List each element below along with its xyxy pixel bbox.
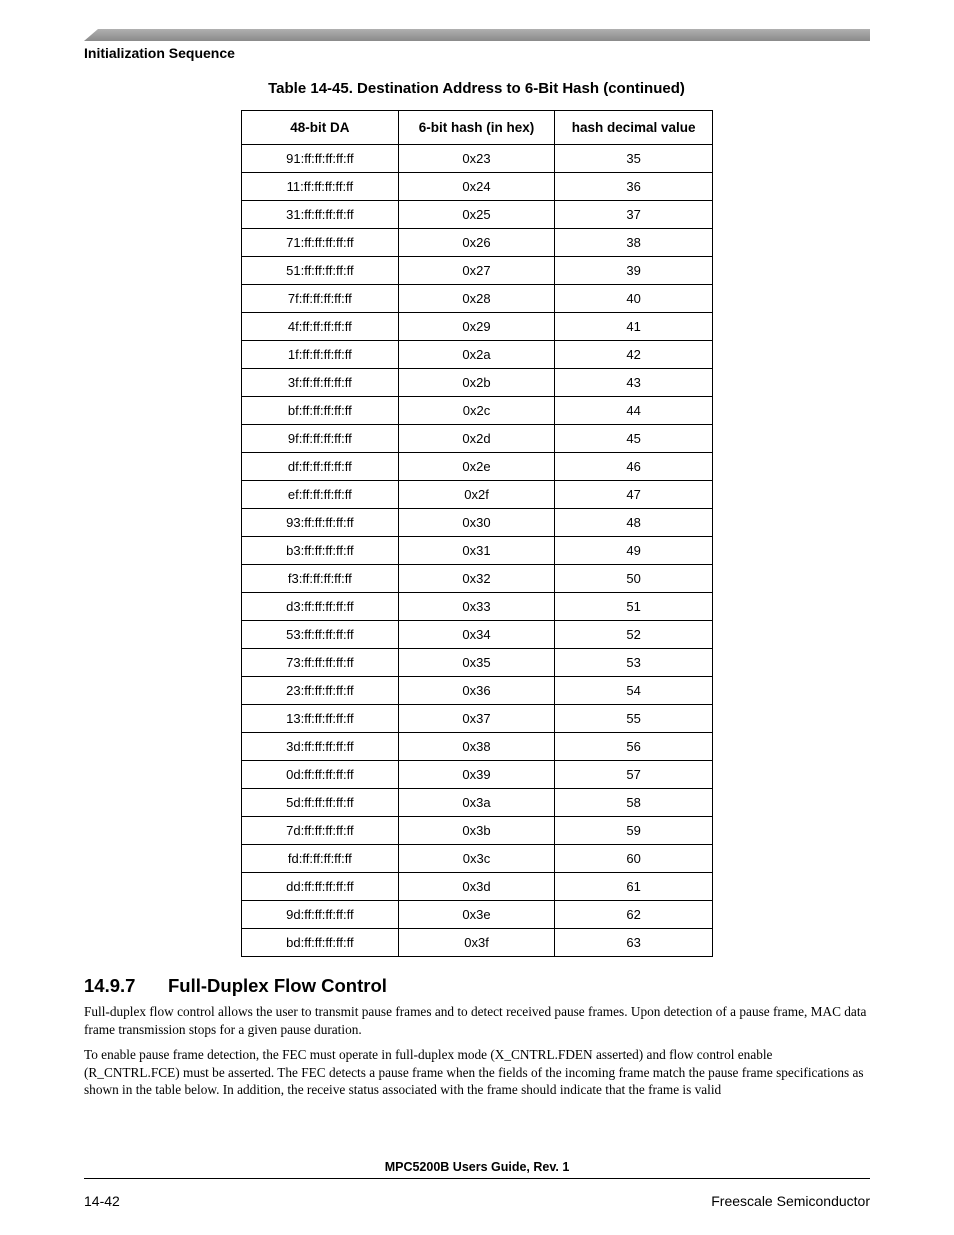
cell-hash-hex: 0x31	[398, 537, 555, 565]
cell-da: bf:ff:ff:ff:ff:ff	[242, 397, 399, 425]
column-header-decimal: hash decimal value	[555, 111, 713, 145]
footer-doc-title: MPC5200B Users Guide, Rev. 1	[384, 1160, 570, 1174]
cell-da: f3:ff:ff:ff:ff:ff	[242, 565, 399, 593]
cell-hash-decimal: 52	[555, 621, 713, 649]
cell-hash-decimal: 47	[555, 481, 713, 509]
running-header: Initialization Sequence	[84, 45, 235, 61]
cell-hash-hex: 0x2d	[398, 425, 555, 453]
cell-hash-decimal: 37	[555, 201, 713, 229]
cell-hash-decimal: 45	[555, 425, 713, 453]
cell-da: bd:ff:ff:ff:ff:ff	[242, 929, 399, 957]
cell-hash-hex: 0x2e	[398, 453, 555, 481]
table-row	[242, 929, 713, 957]
cell-da: 51:ff:ff:ff:ff:ff	[242, 257, 399, 285]
cell-hash-decimal: 54	[555, 677, 713, 705]
table-row	[242, 901, 713, 929]
cell-hash-hex: 0x3d	[398, 873, 555, 901]
cell-da: b3:ff:ff:ff:ff:ff	[242, 537, 399, 565]
section-title: Full-Duplex Flow Control	[168, 975, 387, 996]
table-row	[242, 425, 713, 453]
table-row	[242, 593, 713, 621]
cell-hash-hex: 0x24	[398, 173, 555, 201]
cell-da: 13:ff:ff:ff:ff:ff	[242, 705, 399, 733]
cell-hash-hex: 0x25	[398, 201, 555, 229]
table-row	[242, 341, 713, 369]
table-row	[242, 845, 713, 873]
table-row	[242, 873, 713, 901]
cell-hash-decimal: 61	[555, 873, 713, 901]
cell-da: 9d:ff:ff:ff:ff:ff	[242, 901, 399, 929]
table-row	[242, 649, 713, 677]
cell-da: 9f:ff:ff:ff:ff:ff	[242, 425, 399, 453]
table-row	[242, 173, 713, 201]
cell-hash-hex: 0x32	[398, 565, 555, 593]
cell-hash-decimal: 49	[555, 537, 713, 565]
paragraph: To enable pause frame detection, the FEC must operate in full-duplex mode (X_CNTRL.FDEN asserted) and flow control enable (R_CNTRL.FCE) must be asserted. The FEC detects a pause frame when the fields of the incoming frame match the pause frame specifications as shown in the table below. In addition, the receive status associated with the frame should indicate that the frame is valid	[84, 1047, 864, 1097]
cell-hash-hex: 0x35	[398, 649, 555, 677]
cell-hash-hex: 0x29	[398, 313, 555, 341]
table-header-row	[242, 111, 713, 145]
cell-hash-hex: 0x3b	[398, 817, 555, 845]
table-row	[242, 285, 713, 313]
cell-hash-hex: 0x3c	[398, 845, 555, 873]
cell-da: 11:ff:ff:ff:ff:ff	[242, 173, 399, 201]
cell-hash-hex: 0x2b	[398, 369, 555, 397]
table-row	[242, 257, 713, 285]
cell-hash-decimal: 58	[555, 789, 713, 817]
paragraph: Full-duplex flow control allows the user to transmit pause frames and to detect received pause frames. Upon detection of a pause frame, MAC data frame transmission stops for a given pause duration.	[84, 1004, 867, 1037]
cell-hash-decimal: 35	[555, 145, 713, 173]
cell-da: 91:ff:ff:ff:ff:ff	[242, 145, 399, 173]
cell-hash-decimal: 55	[555, 705, 713, 733]
table-row	[242, 733, 713, 761]
cell-hash-decimal: 43	[555, 369, 713, 397]
cell-hash-hex: 0x27	[398, 257, 555, 285]
table-row	[242, 397, 713, 425]
cell-hash-hex: 0x37	[398, 705, 555, 733]
table-row	[242, 313, 713, 341]
cell-hash-hex: 0x23	[398, 145, 555, 173]
cell-hash-hex: 0x34	[398, 621, 555, 649]
table-row	[242, 229, 713, 257]
cell-hash-hex: 0x36	[398, 677, 555, 705]
cell-hash-decimal: 62	[555, 901, 713, 929]
cell-hash-hex: 0x38	[398, 733, 555, 761]
table-row	[242, 565, 713, 593]
cell-da: 0d:ff:ff:ff:ff:ff	[242, 761, 399, 789]
page-number: 14-42	[84, 1193, 120, 1209]
cell-da: 5d:ff:ff:ff:ff:ff	[242, 789, 399, 817]
table-row	[242, 537, 713, 565]
table-row	[242, 145, 713, 173]
cell-da: 1f:ff:ff:ff:ff:ff	[242, 341, 399, 369]
cell-hash-decimal: 42	[555, 341, 713, 369]
table-row	[242, 761, 713, 789]
cell-hash-decimal: 57	[555, 761, 713, 789]
cell-hash-decimal: 38	[555, 229, 713, 257]
cell-hash-decimal: 39	[555, 257, 713, 285]
cell-hash-decimal: 44	[555, 397, 713, 425]
cell-hash-hex: 0x3f	[398, 929, 555, 957]
cell-hash-decimal: 51	[555, 593, 713, 621]
table-row	[242, 453, 713, 481]
section-heading	[84, 975, 387, 997]
cell-da: 71:ff:ff:ff:ff:ff	[242, 229, 399, 257]
cell-hash-hex: 0x2a	[398, 341, 555, 369]
cell-hash-hex: 0x3e	[398, 901, 555, 929]
table-row	[242, 369, 713, 397]
cell-hash-decimal: 56	[555, 733, 713, 761]
cell-da: dd:ff:ff:ff:ff:ff	[242, 873, 399, 901]
header-bar	[84, 29, 870, 41]
cell-hash-hex: 0x28	[398, 285, 555, 313]
cell-da: 7f:ff:ff:ff:ff:ff	[242, 285, 399, 313]
cell-hash-hex: 0x26	[398, 229, 555, 257]
cell-hash-decimal: 41	[555, 313, 713, 341]
table-row	[242, 509, 713, 537]
cell-hash-hex: 0x33	[398, 593, 555, 621]
cell-da: 3f:ff:ff:ff:ff:ff	[242, 369, 399, 397]
cell-da: 31:ff:ff:ff:ff:ff	[242, 201, 399, 229]
column-header-hex: 6-bit hash (in hex)	[398, 111, 555, 145]
cell-da: d3:ff:ff:ff:ff:ff	[242, 593, 399, 621]
cell-da: ef:ff:ff:ff:ff:ff	[242, 481, 399, 509]
cell-hash-decimal: 53	[555, 649, 713, 677]
cell-da: 53:ff:ff:ff:ff:ff	[242, 621, 399, 649]
footer-divider	[84, 1178, 870, 1179]
table-row	[242, 789, 713, 817]
cell-hash-decimal: 59	[555, 817, 713, 845]
cell-hash-decimal: 46	[555, 453, 713, 481]
cell-da: 73:ff:ff:ff:ff:ff	[242, 649, 399, 677]
table-title: Table 14-45. Destination Address to 6-Bit Hash (continued)	[268, 80, 685, 97]
cell-da: 23:ff:ff:ff:ff:ff	[242, 677, 399, 705]
cell-da: 93:ff:ff:ff:ff:ff	[242, 509, 399, 537]
cell-hash-decimal: 48	[555, 509, 713, 537]
cell-hash-hex: 0x3a	[398, 789, 555, 817]
table-row	[242, 201, 713, 229]
cell-da: fd:ff:ff:ff:ff:ff	[242, 845, 399, 873]
cell-hash-decimal: 40	[555, 285, 713, 313]
table-row	[242, 677, 713, 705]
company-name: Freescale Semiconductor	[711, 1193, 870, 1209]
cell-hash-decimal: 50	[555, 565, 713, 593]
table-row	[242, 481, 713, 509]
hash-table	[241, 110, 713, 957]
cell-hash-hex: 0x30	[398, 509, 555, 537]
cell-da: df:ff:ff:ff:ff:ff	[242, 453, 399, 481]
cell-hash-decimal: 60	[555, 845, 713, 873]
cell-hash-hex: 0x2c	[398, 397, 555, 425]
table-body	[242, 145, 713, 957]
cell-da: 4f:ff:ff:ff:ff:ff	[242, 313, 399, 341]
cell-hash-hex: 0x2f	[398, 481, 555, 509]
cell-hash-hex: 0x39	[398, 761, 555, 789]
table-row	[242, 621, 713, 649]
column-header-da: 48-bit DA	[242, 111, 399, 145]
cell-da: 7d:ff:ff:ff:ff:ff	[242, 817, 399, 845]
section-number: 14.9.7	[84, 975, 136, 996]
cell-hash-decimal: 63	[555, 929, 713, 957]
cell-hash-decimal: 36	[555, 173, 713, 201]
table-row	[242, 817, 713, 845]
cell-da: 3d:ff:ff:ff:ff:ff	[242, 733, 399, 761]
table-row	[242, 705, 713, 733]
